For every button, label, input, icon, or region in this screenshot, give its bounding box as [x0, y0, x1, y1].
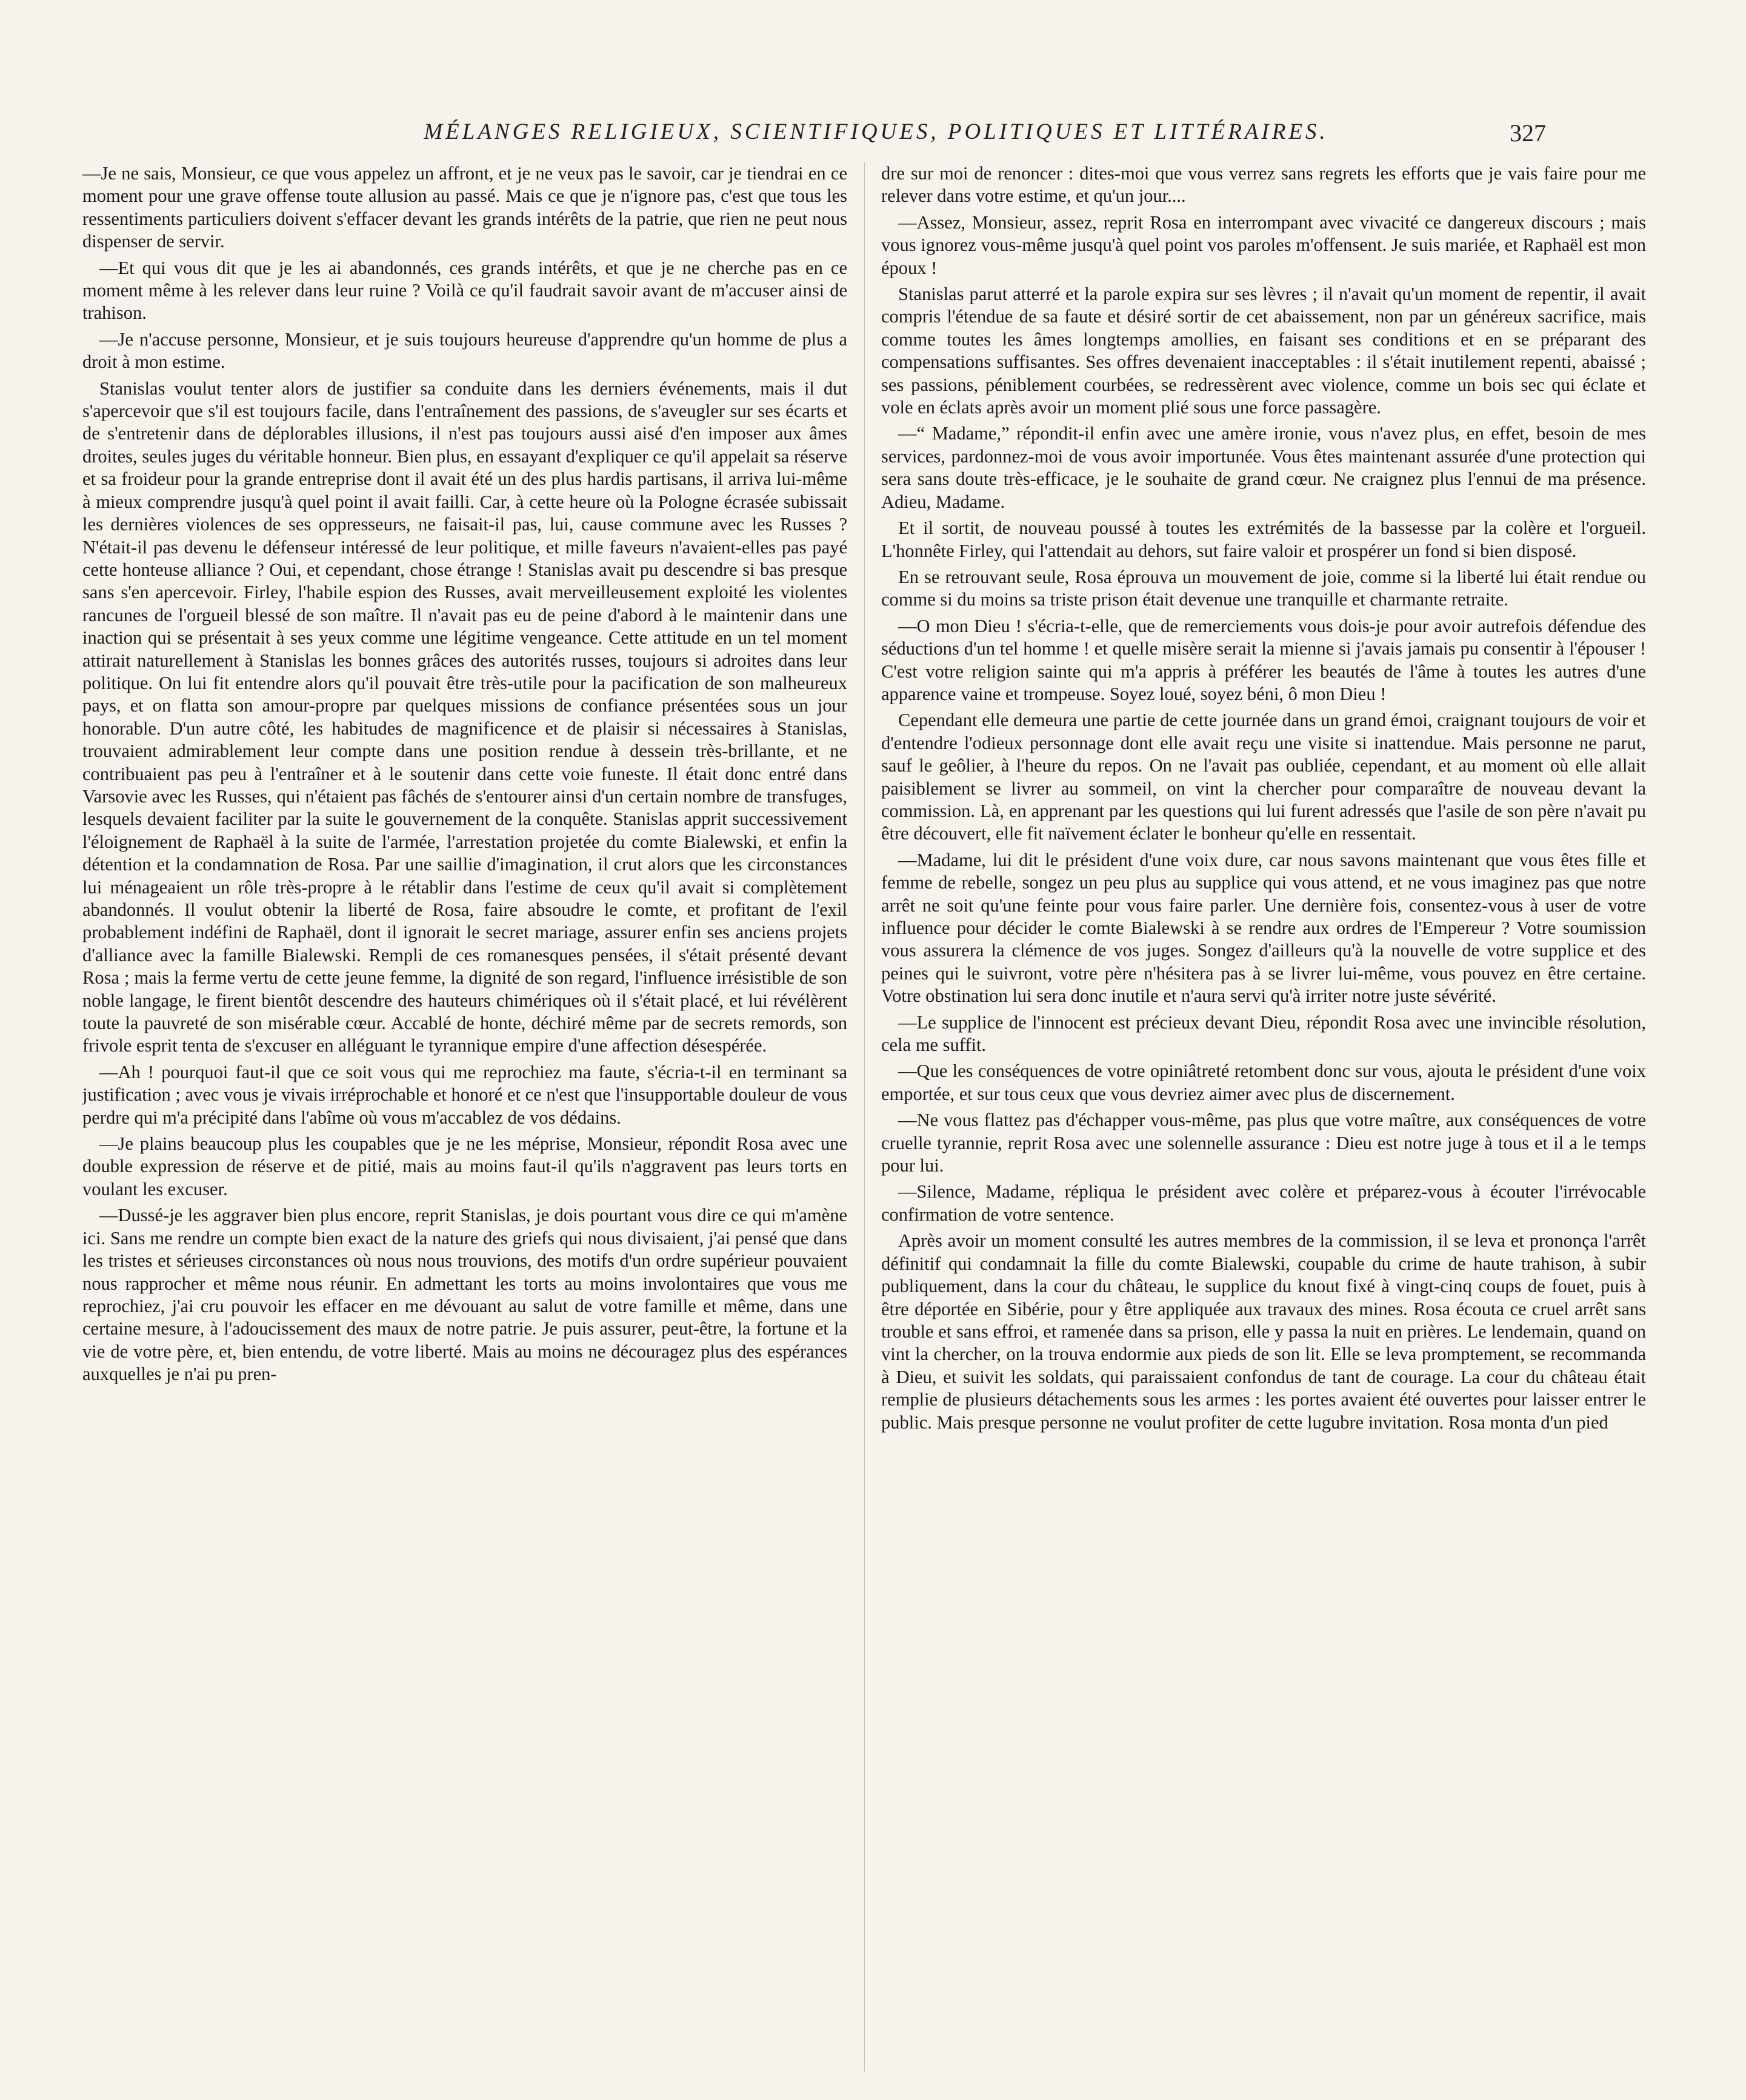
paragraph: —Silence, Madame, répliqua le président avec colère et préparez-vous à écouter l'irrévocable confirmation de votre sentence. [881, 1181, 1646, 1225]
paragraph: —Et qui vous dit que je les ai abandonnés, ces grands intérêts, et que je ne cherche pas en ce moment même à les relever dans leur ruine ? Voilà ce qu'il faudrait savoir avant de m'accuser ainsi de trahison. [82, 257, 847, 324]
paragraph: Stanislas voulut tenter alors de justifier sa conduite dans les derniers événements, mais il dut s'apercevoir que s'il est toujours facile, dans l'entraînement des passions, de s'aveugler sur ses écarts et de s'entretenir dans de déplorables illusions, il n'est pas toujours aussi aisé d'en imposer aux âmes droites, seules juges du véritable honneur. Bien plus, en essayant d'expliquer ce qu'il appelait sa réserve et sa froideur pour la grande entreprise dont il avait été un des plus hardis partisans, il arriva lui-même à mieux comprendre jusqu'à quel point il avait failli. Car, à cette heure où la Pologne écrasée subissait les dernières violences de ses oppresseurs, ne faisait-il pas, lui, cause commune avec les Russes ? N'était-il pas devenu le défenseur intéressé de leur politique, et mille faveurs n'avaient-elles pas payé cette honteuse alliance ? Oui, et cependant, chose étrange ! Stanislas avait pu descendre si bas presque sans s'en apercevoir. Firley, l'habile espion des Russes, avait merveilleusement exploité les violentes rancunes de l'orgueil blessé de son maître. Il n'avait pas eu de peine d'abord à le maintenir dans une inaction qui se présentait à ses yeux comme une légitime vengeance. Cette attitude en un tel moment attirait naturellement à Stanislas les bonnes grâces des autorités russes, toujours si adroites dans leur politique. On lui fit entendre alors qu'il pouvait être très-utile pour la pacification de son malheureux pays, et on flatta son amour-propre par quelques missions de confiance présentées sous un jour honorable. D'un autre côté, les habitudes de magnificence et de plaisir si nécessaires à Stanislas, trouvaient admirablement leur compte dans une position rendue à dessein très-brillante, et ne contribuaient pas peu à l'entraîner et à le soutenir dans cette voie funeste. Il était donc entré dans Varsovie avec les Russes, qui n'étaient pas fâchés de s'entourer ainsi d'un certain nombre de transfuges, lesquels devaient faciliter par la suite le gouvernement de la conquête. Stanislas apprit successivement l'éloignement de Raphaël à la suite de l'armée, l'arrestation projetée du comte Bialewski, et enfin la détention et la condamnation de Rosa. Par une saillie d'imagination, il crut alors que les circonstances lui ménageaient un rôle très-propre à le rétablir dans l'estime de ceux qu'il avait si complètement abandonnés. Il voulut obtenir la liberté de Rosa, faire absoudre le comte, et profitant de l'exil probablement indéfini de Raphaël, dont il ignorait le secret mariage, assurer enfin ses anciens projets d'alliance avec la famille Bialewski. Rempli de ces romanesques pensées, il s'était présenté devant Rosa ; mais la ferme vertu de cette jeune femme, la dignité de son regard, l'influence irrésistible de son noble langage, le firent bientôt descendre des hauteurs chimériques où il s'était placé, et lui révélèrent toute la pauvreté de son misérable cœur. Accablé de honte, déchiré même par de secrets remords, son frivole esprit tenta de s'excuser en alléguant le tyrannique empire d'une affection désespérée. [82, 378, 847, 1056]
paragraph: —Je n'accuse personne, Monsieur, et je suis toujours heureuse d'apprendre qu'un homme de plus a droit à mon estime. [82, 328, 847, 373]
text-columns [82, 162, 1646, 2072]
paragraph: Et il sortit, de nouveau poussé à toutes les extrémités de la bassesse par la colère et l'orgueil. L'honnête Firley, qui l'attendait au dehors, sut faire valoir et prospérer un fond si bien disposé. [881, 518, 1646, 561]
paragraph: —Assez, Monsieur, assez, reprit Rosa en interrompant avec vivacité ce dangereux discours ; mais vous ignorez vous-même jusqu'à quel point vos paroles m'offensent. Je suis mariée, et Raphaël est mon époux ! [881, 212, 1646, 278]
paragraph: Stanislas parut atterré et la parole expira sur ses lèvres ; il n'avait qu'un moment de repentir, il avait compris l'étendue de sa faute et désiré sortir de cet abaissement, non par un généreux sacrifice, mais comme toutes les âmes longtemps amollies, en faisant ses conditions et en se préparant des compensations suffisantes. Ses offres devenaient inacceptables : il s'était inutilement repenti, abaissé ; ses passions, péniblement courbées, se redressèrent avec violence, comme un bois sec qui éclate et vole en éclats après avoir un moment plié sous une force passagère. [881, 284, 1646, 418]
paragraph: Après avoir un moment consulté les autres membres de la commission, il se leva et prononça l'arrêt définitif qui condamnait la fille du comte Bialewski, coupable du crime de haute trahison, à subir publiquement, dans la cour du château, le supplice du knout fixé à vingt-cinq coups de fouet, puis à être déportée en Sibérie, pour y être appliquée aux travaux des mines. Rosa écouta ce cruel arrêt sans trouble et sans effroi, et ramenée dans sa prison, elle y passa la nuit en prières. Le lendemain, quand on vint la chercher, on la trouva endormie aux pieds de son lit. Elle se leva promptement, se recommanda à Dieu, et suivit les soldats, qui paraissaient confondus de tant de courage. La cour du château était remplie de plusieurs détachements sous les armes : les portes avaient été ouvertes pour laisser entrer le public. Mais presque personne ne voulut profiter de cette lugubre invitation. Rosa monta d'un pied [881, 1230, 1646, 1433]
paragraph: Cependant elle demeura une partie de cette journée dans un grand émoi, craignant toujours de voir et d'entendre l'odieux personnage dont elle avait reçu une visite si inattendue. Mais personne ne parut, sauf le geôlier, à l'heure du repos. On ne l'avait pas oubliée, cependant, et au moment où elle allait paisiblement se livrer au sommeil, on vint la chercher pour comparaître de nouveau devant la commission. Là, en apprenant par les questions qui lui furent adressés que l'asile de son père n'avait pu être découvert, elle fit naïvement éclater le bonheur qu'elle en ressentait. [881, 710, 1646, 844]
paragraph: —Ah ! pourquoi faut-il que ce soit vous qui me reprochiez ma faute, s'écria-t-il en terminant sa justification ; avec vous je vivais irréprochable et honoré et ce n'est que l'insupportable douleur de vous perdre qui m'a précipité dans l'abîme où vous m'accablez de vos dédains. [82, 1061, 847, 1128]
left-column [82, 162, 847, 2072]
paragraph: —Que les conséquences de votre opiniâtreté retombent donc sur vous, ajouta le président d'une voix emportée, et sur tous ceux que vous devriez aimer avec plus de discernement. [881, 1061, 1646, 1104]
paragraph: —Le supplice de l'innocent est précieux devant Dieu, répondit Rosa avec une invincible résolution, cela me suffit. [881, 1012, 1646, 1056]
right-column [881, 162, 1646, 2072]
page-number: 327 [1510, 119, 1546, 147]
column-divider [864, 162, 865, 2072]
paragraph: —Ne vous flattez pas d'échapper vous-même, pas plus que votre maître, aux conséquences de votre cruelle tyrannie, reprit Rosa avec une solennelle assurance : Dieu est notre juge à tous et il a le temps pour lui. [881, 1110, 1646, 1176]
running-title: MÉLANGES RELIGIEUX, SCIENTIFIQUES, POLITIQUES ET LITTÉRAIRES. [424, 119, 1328, 144]
paragraph: —Je ne sais, Monsieur, ce que vous appelez un affront, et je ne veux pas le savoir, car je tiendrai en ce moment pour une grave offense toute allusion au passé. Mais ce que je n'ignore pas, c'est que tous les ressentiments particuliers doivent s'effacer devant les grands intérêts de la patrie, que rien ne peut nous dispenser de servir. [82, 163, 847, 252]
paragraph: dre sur moi de renoncer : dites-moi que vous verrez sans regrets les efforts que je vais faire pour me relever dans votre estime, et qu'un jour.... [881, 163, 1646, 207]
paragraph: —O mon Dieu ! s'écria-t-elle, que de remerciements vous dois-je pour avoir autrefois défendue des séductions d'un tel homme ! et quelle misère serait la mienne si j'avais jamais pu consentir à l'épouser ! C'est votre religion sainte qui m'a appris à préférer les beautés de l'âme à toutes les autres d'une apparence vaine et trompeuse. Soyez loué, soyez béni, ô mon Dieu ! [881, 615, 1646, 704]
paragraph: En se retrouvant seule, Rosa éprouva un mouvement de joie, comme si la liberté lui était rendue ou comme si du moins sa triste prison était devenue une tranquille et charmante retraite. [881, 566, 1646, 610]
paragraph: —“ Madame,” répondit-il enfin avec une amère ironie, vous n'avez plus, en effet, besoin de mes services, pardonnez-moi de vous avoir importunée. Vous êtes maintenant assurée d'une protection qui sera sans doute très-efficace, je le souhaite de grand cœur. Ne craignez plus l'ennui de ma présence. Adieu, Madame. [881, 423, 1646, 512]
paragraph: —Je plains beaucoup plus les coupables que je ne les méprise, Monsieur, répondit Rosa avec une double expression de réserve et de pitié, mais au moins faut-il qu'ils n'aggravent pas leurs torts en voulant les excuser. [82, 1133, 847, 1199]
paragraph: —Dussé-je les aggraver bien plus encore, reprit Stanislas, je dois pourtant vous dire ce qui m'amène ici. Sans me rendre un compte bien exact de la nature des griefs qui nous divisaient, j'ai pensé que dans les tristes et sérieuses circonstances où nous nous trouvions, des motifs d'un ordre supérieur pouvaient nous rapprocher et même nous réunir. En admettant les torts au moins involontaires que vous me reprochiez, j'ai cru pouvoir les effacer en me dévouant au salut de votre famille et même, dans une certaine mesure, à l'adoucissement des maux de notre patrie. Je puis assurer, peut-être, la fortune et la vie de votre père, et, bien entendu, de votre liberté. Mais au moins ne découragez plus des espérances auxquelles je n'ai pu pren- [82, 1205, 847, 1385]
paragraph: —Madame, lui dit le président d'une voix dure, car nous savons maintenant que vous êtes fille et femme de rebelle, songez un peu plus au supplice qui vous attend, et ne vous imaginez pas que notre arrêt ne soit qu'une feinte pour vous faire parler. Une dernière fois, consentez-vous à user de votre influence pour décider le comte Bialewski à se rendre aux ordres de l'Empereur ? Votre soumission vous assurera la clémence de vos juges. Songez d'ailleurs qu'à la nouvelle de votre supplice et des peines qui le suivront, votre père n'hésitera pas à se livrer lui-même, vous pouvez en être certaine. Votre obstination lui sera donc inutile et n'aura servi qu'à irriter notre juste sévérité. [881, 849, 1646, 1007]
running-header [206, 119, 1546, 155]
